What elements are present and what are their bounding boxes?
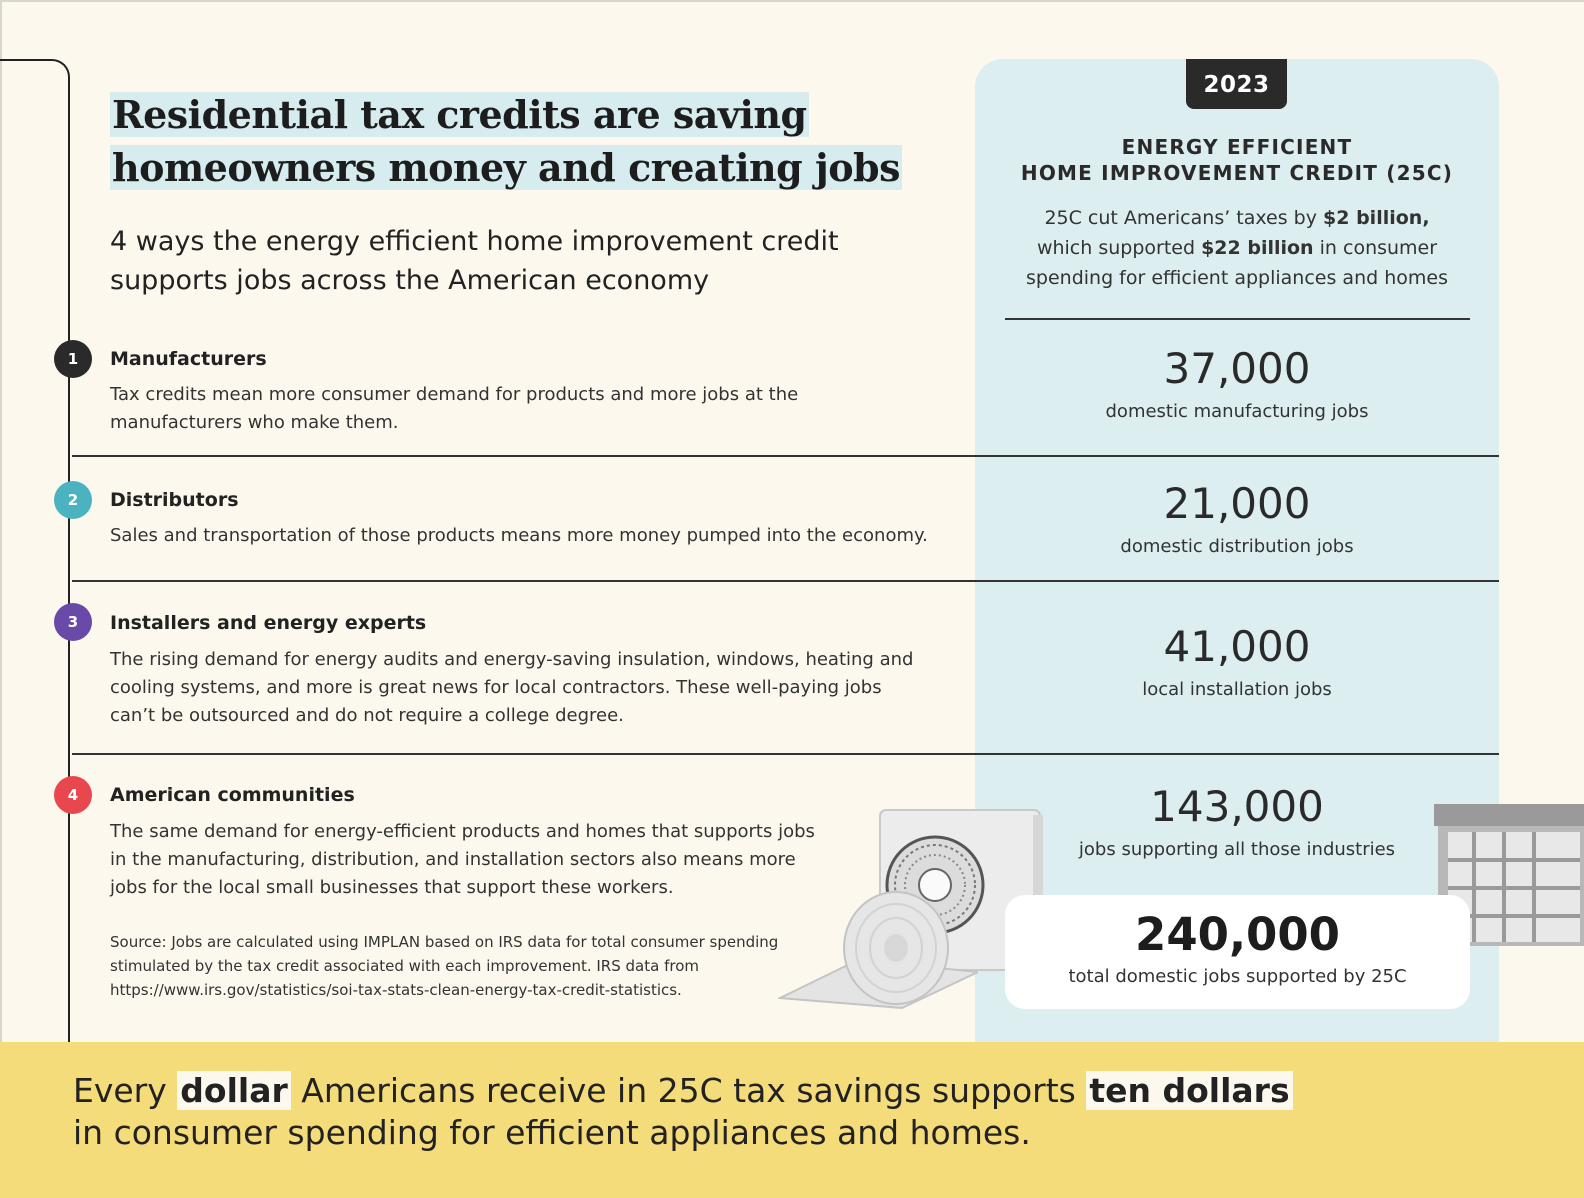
section-divider bbox=[72, 753, 1499, 755]
stat-label: domestic manufacturing jobs bbox=[1105, 401, 1369, 422]
credit-title bbox=[975, 134, 1499, 186]
frame-top-border bbox=[0, 0, 1584, 2]
credit-desc-part: spending for efficient appliances and homes bbox=[1026, 267, 1448, 289]
page-subtitle bbox=[110, 222, 890, 300]
page-title-line2: homeowners money and creating jobs bbox=[112, 145, 901, 190]
step-title-distributors: Distributors bbox=[110, 489, 239, 511]
section-divider bbox=[72, 580, 1499, 582]
year-badge: 2023 bbox=[1186, 59, 1287, 109]
source-note-line: Source: Jobs are calculated using IMPLAN based on IRS data for total consumer spending bbox=[110, 933, 779, 951]
stat-label: jobs supporting all those industries bbox=[1078, 839, 1396, 860]
step-description-line: manufacturers who make them. bbox=[110, 412, 399, 433]
step-description bbox=[110, 381, 798, 437]
step-description-line: Tax credits mean more consumer demand for products and more jobs at the bbox=[110, 384, 799, 405]
credit-title-line2: HOME IMPROVEMENT CREDIT (25C) bbox=[1020, 161, 1454, 185]
section-divider bbox=[72, 455, 1499, 457]
credit-desc-part: which supported bbox=[1036, 237, 1202, 259]
footer-text-part: in consumer spending for efficient appliances and homes. bbox=[73, 1113, 1031, 1152]
stat-label: local installation jobs bbox=[1142, 679, 1332, 700]
step-description-line: The rising demand for energy audits and energy-saving insulation, windows, heating and bbox=[110, 649, 914, 670]
page-subtitle-line2: supports jobs across the American economy bbox=[110, 265, 710, 296]
source-note-link: https://www.irs.gov/statistics/soi-tax-stats-clean-energy-tax-credit-statistics. bbox=[110, 981, 682, 999]
stat-value: 41,000 bbox=[1163, 622, 1311, 671]
stat-value: 37,000 bbox=[1163, 344, 1311, 393]
footer-text-part: Americans receive in 25C tax savings supports bbox=[290, 1071, 1087, 1110]
step-number-badge: 3 bbox=[54, 603, 92, 641]
timeline-line bbox=[0, 59, 70, 1044]
step-number-badge: 1 bbox=[54, 340, 92, 378]
stat-label: domestic distribution jobs bbox=[1120, 536, 1354, 557]
step-description-line: cooling systems, and more is great news for local contractors. These well-paying jobs bbox=[110, 677, 882, 698]
stat-value: 21,000 bbox=[1163, 479, 1311, 528]
footer-emphasis: dollar bbox=[177, 1071, 290, 1110]
panel-divider bbox=[1005, 318, 1470, 320]
step-description-line: Sales and transportation of those products means more money pumped into the economy. bbox=[110, 525, 928, 546]
step-description bbox=[110, 522, 928, 550]
step-description bbox=[110, 646, 913, 730]
step-title-communities: American communities bbox=[110, 784, 355, 806]
credit-desc-part: 25C cut Americans’ taxes by bbox=[1044, 207, 1324, 229]
total-jobs-value: 240,000 bbox=[1135, 908, 1340, 961]
footer-text-part: Every bbox=[73, 1071, 178, 1110]
page-subtitle-line1: 4 ways the energy efficient home improvement credit bbox=[110, 226, 839, 257]
step-description-line: in the manufacturing, distribution, and installation sectors also means more bbox=[110, 849, 796, 870]
page-title-line1: Residential tax credits are saving bbox=[112, 92, 807, 137]
step-description-line: jobs for the local small businesses that support these workers. bbox=[110, 877, 674, 898]
step-description-line: The same demand for energy-efficient products and homes that supports jobs bbox=[110, 821, 815, 842]
total-jobs-card bbox=[1005, 895, 1470, 1009]
credit-desc-part: in consumer bbox=[1313, 237, 1438, 259]
credit-desc-amount: $2 billion, bbox=[1323, 207, 1430, 229]
source-note bbox=[110, 930, 830, 1002]
footer-statement bbox=[73, 1070, 1293, 1154]
total-jobs-label: total domestic jobs supported by 25C bbox=[1068, 966, 1407, 987]
step-description-line: can’t be outsourced and do not require a college degree. bbox=[110, 705, 624, 726]
footer-banner bbox=[0, 1042, 1584, 1198]
credit-description bbox=[995, 203, 1479, 293]
step-title-manufacturers: Manufacturers bbox=[110, 348, 267, 370]
credit-title-line1: ENERGY EFFICIENT bbox=[1121, 135, 1353, 159]
insulation-roll-icon bbox=[778, 880, 978, 1010]
step-number-badge: 4 bbox=[54, 776, 92, 814]
step-number-badge: 2 bbox=[54, 481, 92, 519]
step-description bbox=[110, 818, 815, 902]
step-title-installers: Installers and energy experts bbox=[110, 612, 427, 634]
credit-desc-amount: $22 billion bbox=[1201, 237, 1314, 259]
source-note-line: stimulated by the tax credit associated with each improvement. IRS data from bbox=[110, 957, 699, 975]
footer-emphasis: ten dollars bbox=[1086, 1071, 1292, 1110]
page-title bbox=[110, 88, 902, 194]
stat-value: 143,000 bbox=[1150, 782, 1324, 831]
